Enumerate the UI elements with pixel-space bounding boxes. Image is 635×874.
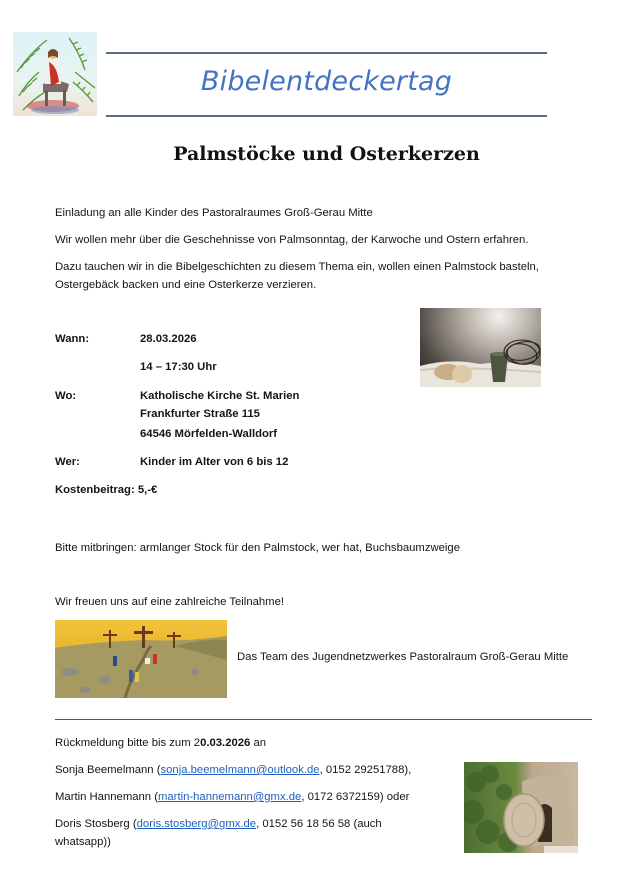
contact-martin	[55, 790, 409, 804]
event-time: 14 – 17:30 Uhr	[140, 361, 217, 373]
intro-line-3a: Dazu tauchen wir in die Bibelgeschichten zu diesem Thema ein, wollen einen Palmstock basteln,	[55, 261, 539, 273]
contact-phone: , 0172 6372159) oder	[301, 791, 410, 803]
empty-tomb-image	[464, 762, 578, 853]
header-rule-top	[106, 52, 547, 54]
rsvp-date-plain: 2	[193, 737, 201, 749]
contact-phone: , 0152 56 18 56 58 (auch	[256, 818, 382, 830]
who-label: Wer:	[55, 456, 80, 468]
event-date: 28.03.2026	[140, 333, 197, 345]
email-link-martin[interactable]: martin-hannemann@gmx.de	[157, 791, 302, 803]
palm-sunday-image	[13, 32, 97, 116]
event-place: Katholische Kirche St. Marien	[140, 390, 300, 402]
intro-line-3b: Ostergebäck backen und eine Osterkerze verzieren.	[55, 279, 317, 291]
intro-line-2: Wir wollen mehr über die Geschehnisse von Palmsonntag, der Karwoche und Ostern erfahren.	[55, 234, 529, 246]
rsvp-suffix: an	[250, 737, 267, 749]
contact-name: Martin Hannemann (	[55, 791, 158, 803]
contact-phone: , 0152 29251788),	[319, 764, 412, 776]
contact-name: Sonja Beemelmann (	[55, 764, 161, 776]
contact-doris-line2: whatsapp))	[55, 836, 111, 848]
contact-doris	[55, 817, 382, 831]
page-title: Bibelentdeckertag	[200, 66, 453, 97]
when-label: Wann:	[55, 333, 90, 345]
contact-name: Doris Stosberg (	[55, 818, 137, 830]
contact-sonja	[55, 763, 411, 777]
event-audience: Kinder im Alter von 6 bis 12	[140, 456, 289, 468]
easter-still-life-image	[420, 308, 541, 387]
email-link-doris[interactable]: doris.stosberg@gmx.de	[136, 818, 257, 830]
team-signature: Das Team des Jugendnetzwerkes Pastoralraum Groß-Gerau Mitte	[237, 651, 569, 663]
bring-items: Bitte mitbringen: armlanger Stock für den Palmstock, wer hat, Buchsbaumzweige	[55, 542, 460, 554]
rsvp-date-bold: 0.03.2026	[200, 737, 251, 749]
email-link-sonja[interactable]: sonja.beemelmann@outlook.de	[160, 764, 320, 776]
section-divider	[55, 719, 592, 720]
cost: Kostenbeitrag: 5,-€	[55, 484, 158, 496]
rsvp-deadline	[55, 736, 266, 750]
rsvp-prefix: Rückmeldung bitte bis zum	[55, 737, 194, 749]
event-city: 64546 Mörfelden-Walldorf	[140, 428, 278, 440]
golgotha-image	[55, 620, 227, 698]
event-street: Frankfurter Straße 115	[140, 408, 260, 420]
header-rule-bottom	[106, 115, 547, 117]
where-label: Wo:	[55, 390, 77, 402]
welcome-text: Wir freuen uns auf eine zahlreiche Teilnahme!	[55, 596, 284, 608]
intro-line-1: Einladung an alle Kinder des Pastoralraumes Groß-Gerau Mitte	[55, 207, 373, 219]
subtitle: Palmstöcke und Osterkerzen	[173, 143, 480, 165]
